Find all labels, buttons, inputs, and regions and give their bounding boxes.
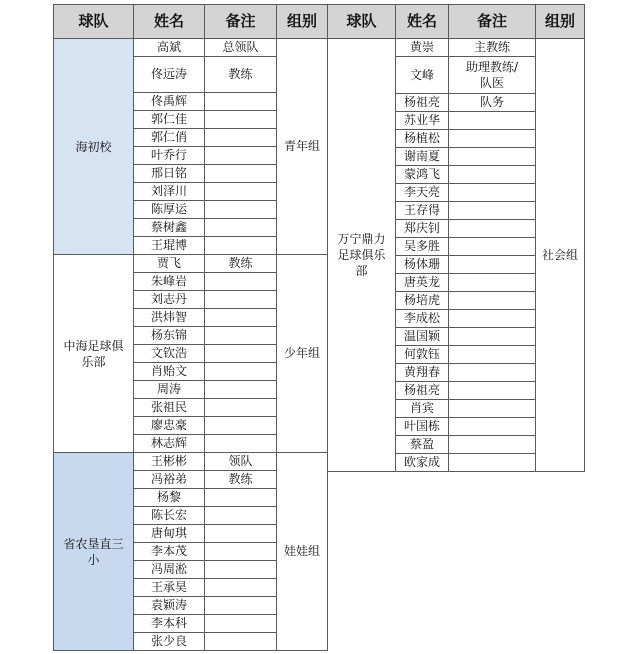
note-cell xyxy=(205,633,277,651)
note-cell xyxy=(449,112,536,130)
note-cell xyxy=(205,363,277,381)
note-cell xyxy=(205,615,277,633)
header-note: 备注 xyxy=(205,5,277,39)
note-cell: 助理教练/队医 xyxy=(449,57,536,94)
header-group: 组别 xyxy=(536,5,585,39)
player-name-cell: 文峰 xyxy=(396,57,449,94)
player-name-cell: 肖宾 xyxy=(396,400,449,418)
note-cell xyxy=(205,201,277,219)
note-cell xyxy=(449,274,536,292)
note-cell xyxy=(205,237,277,255)
player-name-cell: 叶乔行 xyxy=(134,147,205,165)
note-cell xyxy=(205,93,277,111)
note-cell xyxy=(205,507,277,525)
player-name-cell: 苏业华 xyxy=(396,112,449,130)
team-name-cell: 海初校 xyxy=(54,39,134,255)
player-name-cell: 李本茂 xyxy=(134,543,205,561)
table-row xyxy=(54,453,328,471)
team-name-cell: 省农垦直三小 xyxy=(54,453,134,651)
note-cell xyxy=(449,166,536,184)
note-cell xyxy=(449,382,536,400)
note-cell xyxy=(205,219,277,237)
team-name-cell: 中海足球俱乐部 xyxy=(54,255,134,453)
group-cell: 少年组 xyxy=(277,255,328,453)
table-row xyxy=(54,255,328,273)
note-cell xyxy=(449,418,536,436)
note-cell xyxy=(205,597,277,615)
player-name-cell: 李天亮 xyxy=(396,184,449,202)
right-roster-table xyxy=(327,4,585,472)
player-name-cell: 何敦钰 xyxy=(396,346,449,364)
note-cell: 教练 xyxy=(205,471,277,489)
table-row xyxy=(328,39,585,57)
player-name-cell: 高斌 xyxy=(134,39,205,57)
header-group: 组别 xyxy=(277,5,328,39)
note-cell: 总领队 xyxy=(205,39,277,57)
player-name-cell: 郑庆钊 xyxy=(396,220,449,238)
player-name-cell: 李本科 xyxy=(134,615,205,633)
player-name-cell: 杨祖亮 xyxy=(396,94,449,112)
player-name-cell: 杨植松 xyxy=(396,130,449,148)
note-cell xyxy=(449,220,536,238)
player-name-cell: 邢日铭 xyxy=(134,165,205,183)
player-name-cell: 黄崇 xyxy=(396,39,449,57)
player-name-cell: 蔡树鑫 xyxy=(134,219,205,237)
note-cell xyxy=(205,165,277,183)
group-cell: 娃娃组 xyxy=(277,453,328,651)
player-name-cell: 杨祖亮 xyxy=(396,382,449,400)
note-cell xyxy=(205,435,277,453)
header-row xyxy=(54,5,328,39)
note-cell xyxy=(449,130,536,148)
note-cell xyxy=(205,579,277,597)
note-cell xyxy=(205,309,277,327)
note-cell xyxy=(449,202,536,220)
note-cell xyxy=(205,273,277,291)
player-name-cell: 林志辉 xyxy=(134,435,205,453)
group-cell: 青年组 xyxy=(277,39,328,255)
player-name-cell: 陈厚运 xyxy=(134,201,205,219)
note-cell xyxy=(205,291,277,309)
left-roster-table xyxy=(53,4,328,651)
player-name-cell: 王琨博 xyxy=(134,237,205,255)
player-name-cell: 袁颖涛 xyxy=(134,597,205,615)
player-name-cell: 黄翔春 xyxy=(396,364,449,382)
player-name-cell: 陈长宏 xyxy=(134,507,205,525)
player-name-cell: 郭仁佳 xyxy=(134,111,205,129)
note-cell xyxy=(449,292,536,310)
note-cell xyxy=(205,543,277,561)
note-cell xyxy=(205,147,277,165)
player-name-cell: 唐英龙 xyxy=(396,274,449,292)
player-name-cell: 杨培虎 xyxy=(396,292,449,310)
note-cell xyxy=(205,111,277,129)
note-cell: 领队 xyxy=(205,453,277,471)
player-name-cell: 冯裕弟 xyxy=(134,471,205,489)
note-cell xyxy=(449,184,536,202)
player-name-cell: 王承昊 xyxy=(134,579,205,597)
player-name-cell: 蔡盈 xyxy=(396,436,449,454)
note-cell xyxy=(205,561,277,579)
player-name-cell: 贾飞 xyxy=(134,255,205,273)
player-name-cell: 欧家成 xyxy=(396,454,449,472)
player-name-cell: 周涛 xyxy=(134,381,205,399)
note-cell xyxy=(449,256,536,274)
note-cell xyxy=(449,454,536,472)
note-cell xyxy=(205,345,277,363)
note-cell: 队务 xyxy=(449,94,536,112)
player-name-cell: 唐甸琪 xyxy=(134,525,205,543)
note-cell xyxy=(449,346,536,364)
player-name-cell: 朱峰岩 xyxy=(134,273,205,291)
note-cell xyxy=(449,364,536,382)
player-name-cell: 蒙鸿飞 xyxy=(396,166,449,184)
note-cell: 主教练 xyxy=(449,39,536,57)
player-name-cell: 冯周淞 xyxy=(134,561,205,579)
player-name-cell: 郭仁俏 xyxy=(134,129,205,147)
player-name-cell: 刘泽川 xyxy=(134,183,205,201)
note-cell: 教练 xyxy=(205,57,277,93)
note-cell xyxy=(205,183,277,201)
header-team: 球队 xyxy=(328,5,396,39)
player-name-cell: 吴多胜 xyxy=(396,238,449,256)
player-name-cell: 温国颖 xyxy=(396,328,449,346)
note-cell xyxy=(449,328,536,346)
player-name-cell: 杨体珊 xyxy=(396,256,449,274)
note-cell xyxy=(449,400,536,418)
note-cell xyxy=(205,525,277,543)
player-name-cell: 李成松 xyxy=(396,310,449,328)
note-cell xyxy=(205,489,277,507)
player-name-cell: 文钦浩 xyxy=(134,345,205,363)
header-team: 球队 xyxy=(54,5,134,39)
note-cell xyxy=(449,148,536,166)
player-name-cell: 刘志丹 xyxy=(134,291,205,309)
note-cell xyxy=(449,310,536,328)
note-cell xyxy=(205,381,277,399)
player-name-cell: 杨黎 xyxy=(134,489,205,507)
note-cell xyxy=(205,417,277,435)
player-name-cell: 廖忠豪 xyxy=(134,417,205,435)
header-row xyxy=(328,5,585,39)
note-cell xyxy=(205,399,277,417)
player-name-cell: 洪炜智 xyxy=(134,309,205,327)
player-name-cell: 张祖民 xyxy=(134,399,205,417)
team-name-cell: 万宁鼎力足球俱乐部 xyxy=(328,39,396,472)
player-name-cell: 张少良 xyxy=(134,633,205,651)
player-name-cell: 杨东锦 xyxy=(134,327,205,345)
player-name-cell: 肖贻文 xyxy=(134,363,205,381)
note-cell: 教练 xyxy=(205,255,277,273)
player-name-cell: 王彬彬 xyxy=(134,453,205,471)
note-cell xyxy=(449,436,536,454)
player-name-cell: 佟远涛 xyxy=(134,57,205,93)
header-name: 姓名 xyxy=(134,5,205,39)
player-name-cell: 王存得 xyxy=(396,202,449,220)
note-cell xyxy=(449,238,536,256)
player-name-cell: 佟禹辉 xyxy=(134,93,205,111)
table-row xyxy=(54,39,328,57)
header-name: 姓名 xyxy=(396,5,449,39)
player-name-cell: 谢南夏 xyxy=(396,148,449,166)
group-cell: 社会组 xyxy=(536,39,585,472)
note-cell xyxy=(205,327,277,345)
player-name-cell: 叶国栋 xyxy=(396,418,449,436)
header-note: 备注 xyxy=(449,5,536,39)
note-cell xyxy=(205,129,277,147)
